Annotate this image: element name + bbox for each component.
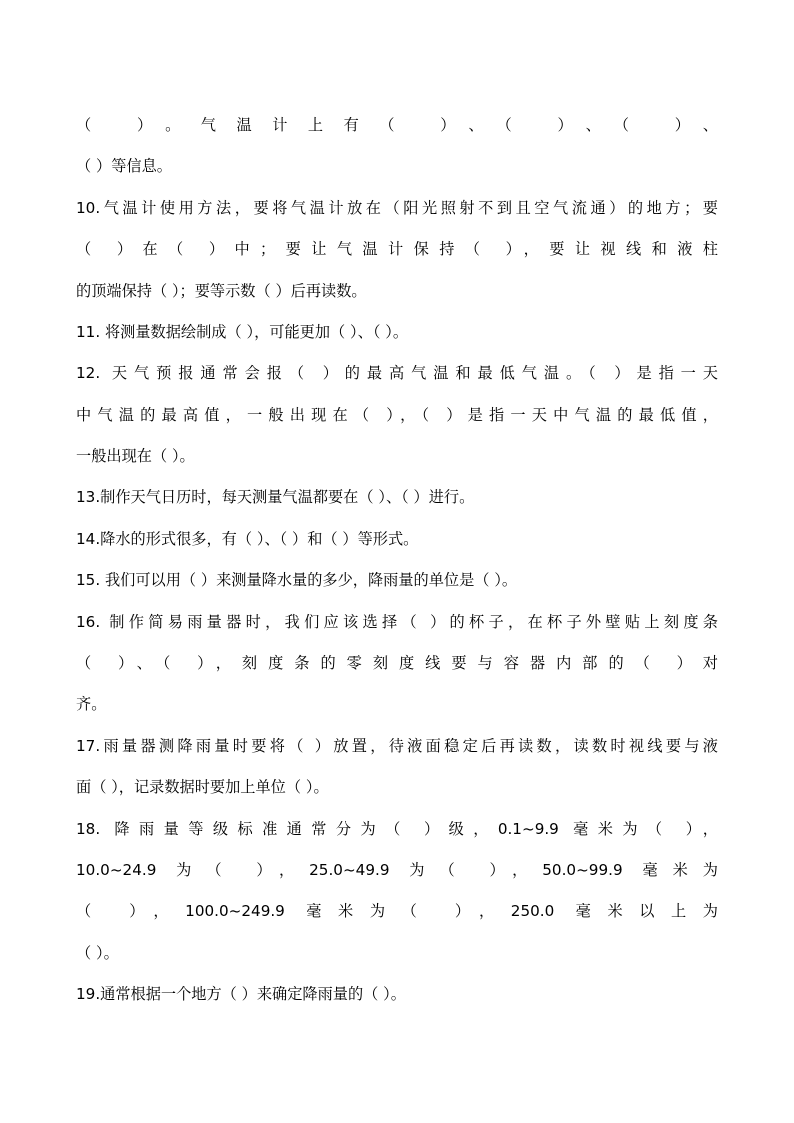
text-line: 的顶端保持（ ）；要等示数（ ）后再读数。 (76, 282, 367, 300)
text-line: 一般出现在（ ）。 (76, 447, 195, 465)
text-line: （ ）在（ ）中；要让气温计保持（ ），要让视线和液柱 (76, 240, 718, 258)
text-line: （ ）等信息。 (76, 157, 172, 175)
text-line: （ ），100.0~249.9 毫米为（ ），250.0 毫米以上为 (76, 902, 718, 920)
question-14-line: 14.降水的形式很多，有（ ）、（ ）和（ ）等形式。 (76, 530, 419, 548)
text-line: 面（ ），记录数据时要加上单位（ ）。 (76, 778, 329, 796)
question-10-line: 10.气温计使用方法，要将气温计放在（阳光照射不到且空气流通）的地方；要 (76, 199, 718, 217)
question-18-line: 18. 降雨量等级标准通常分为（ ）级，0.1~9.9 毫米为（ ）， (76, 820, 718, 838)
question-15-line: 15. 我们可以用（ ）来测量降水量的多少，降雨量的单位是（ ）。 (76, 571, 518, 589)
question-16-line: 16. 制作简易雨量器时，我们应该选择（ ）的杯子，在杯子外壁贴上刻度条 (76, 613, 718, 631)
text-line: 中气温的最高值，一般出现在（ ），（ ）是指一天中气温的最低值， (76, 406, 718, 424)
text-line: （ ）、（ ），刻度条的零刻度线要与容器内部的（ ）对 (76, 654, 718, 672)
text-line: 10.0~24.9 为（ ），25.0~49.9 为（ ），50.0~99.9 毫米为 (76, 861, 718, 879)
question-19-line: 19.通常根据一个地方（ ）来确定降雨量的（ ）。 (76, 985, 406, 1003)
text-line: 齐。 (76, 695, 107, 713)
text-line: （ ）。 (76, 944, 119, 962)
question-17-line: 17.雨量器测降雨量时要将（ ）放置，待液面稳定后再读数，读数时视线要与液 (76, 737, 718, 755)
question-12-line: 12. 天气预报通常会报（ ）的最高气温和最低气温。（ ）是指一天 (76, 364, 718, 382)
question-13-line: 13.制作天气日历时，每天测量气温都要在（ ）、（ ）进行。 (76, 488, 475, 506)
text-line: （ ）。气温计上有（ ）、（ ）、（ ）、 (76, 116, 718, 134)
question-11-line: 11. 将测量数据绘制成（ ），可能更加（ ）、（ ）。 (76, 323, 409, 341)
